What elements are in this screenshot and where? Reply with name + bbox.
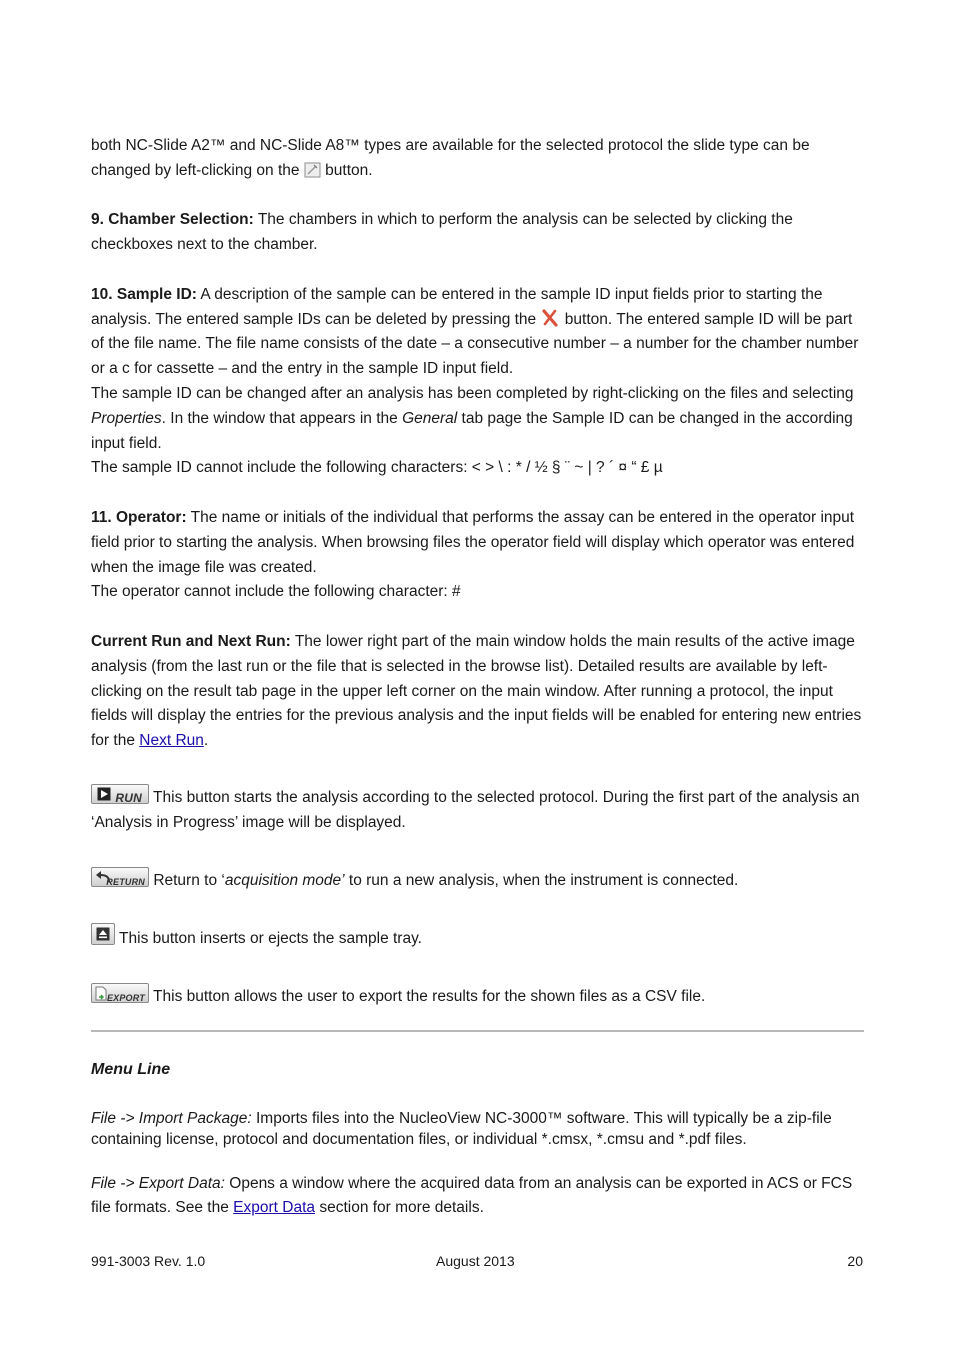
export-document-icon: [95, 986, 107, 1001]
eject-button-text: This button inserts or ejects the sample tray.: [119, 930, 422, 948]
run-button-text: This button starts the analysis according to the selected protocol. During the first part of the analysis an ‘Analysis in Progress’ image will be displayed.: [91, 788, 860, 831]
sample-id-change-text-a: The sample ID can be changed after an analysis has been completed by right-clicking on the files and selecting: [91, 384, 854, 402]
return-button[interactable]: [91, 867, 149, 887]
sample-id-text-1: A description of the sample can be entered in the sample ID input fields prior to starting the analysis. The entered sample IDs can be deleted by pressing the: [91, 285, 823, 328]
current-run-text: The lower right part of the main window holds the main results of the active image analysis (from the last run or the file that is selected in the browse list). Detailed results are available by left-clicking on the result tab page in the upper left corner on the main window. After running a protocol, the input fields will display the entries for the previous analysis and the input fields will be enabled for entering new entries for the: [91, 632, 862, 750]
paragraph-chamber-selection: [91, 208, 863, 258]
export-data-text-b: section for more details.: [319, 1199, 484, 1217]
sample-id-change-text-c: tab page the Sample ID can be changed in the according input field.: [91, 409, 853, 452]
operator-label: 11. Operator:: [91, 508, 187, 526]
edit-slide-icon[interactable]: [304, 162, 321, 178]
export-button-text: This button allows the user to export the results for the shown files as a CSV file.: [153, 988, 706, 1006]
paragraph-export-button: [91, 983, 863, 1010]
sample-id-label: 10. Sample ID:: [91, 285, 197, 303]
paragraph-run-button: [91, 784, 863, 836]
paragraph-operator-chars: The operator cannot include the following character: #: [91, 583, 461, 601]
return-text-b: to run a new analysis, when the instrument is connected.: [348, 871, 739, 889]
acquisition-mode-term: acquisition mode’: [224, 871, 345, 889]
chamber-selection-label: 9. Chamber Selection:: [91, 211, 254, 229]
current-run-label: Current Run and Next Run:: [91, 632, 291, 650]
footer-date: August 2013: [436, 1253, 515, 1269]
properties-term: Properties: [91, 409, 162, 427]
slide-type-text-3: button.: [325, 161, 373, 179]
operator-text: The name or initials of the individual that performs the assay can be entered in the operator input field prior to starting the analysis. When browsing files the operator field will display which operator was entered when the image file was created.: [91, 508, 855, 576]
paragraph-current-run: [91, 630, 863, 754]
paragraph-sample-id-chars: The sample ID cannot include the following characters: < > \ : * / ½ § ¨ ~ | ? ´ ¤ “ £ µ: [91, 459, 663, 477]
slide-type-text-1: both NC-Slide A2™ and NC-Slide A8™ types are available for the selected protocol the slide type can be: [91, 137, 810, 154]
return-button-label: RETURN: [106, 876, 145, 887]
paragraph-sample-id-change: [91, 382, 863, 456]
sample-id-text-2: button. The entered sample ID will be part of the file name. The file name consists of the date – a consecutive number – a number for the chamber number or a c for cassette – and the entry in the sample ID input field.: [91, 310, 859, 378]
current-run-end: .: [203, 732, 209, 750]
export-data-label: File -> Export Data:: [91, 1174, 225, 1192]
general-term: General: [402, 409, 458, 427]
paragraph-sample-id: [91, 283, 863, 382]
paragraph-import-package: [91, 1108, 863, 1150]
footer-page-number: 20: [847, 1253, 863, 1269]
import-package-label: File -> Import Package:: [91, 1109, 252, 1127]
export-data-link[interactable]: Export Data: [233, 1199, 316, 1217]
paragraph-slide-type: [91, 134, 863, 184]
page-content: [91, 134, 863, 1221]
chamber-selection-text: The chambers in which to perform the analysis can be selected by clicking the checkboxes next to the chamber.: [91, 211, 793, 254]
eject-button[interactable]: [91, 923, 115, 945]
paragraph-eject-button: [91, 923, 863, 952]
run-button-label: RUN: [115, 790, 142, 805]
export-button[interactable]: [91, 983, 149, 1003]
delete-x-icon[interactable]: [540, 309, 560, 327]
export-button-label: EXPORT: [106, 993, 145, 1004]
section-divider: [91, 1030, 864, 1032]
return-text-a: Return to ‘: [153, 871, 225, 889]
slide-type-text-2: changed by left-clicking on the: [91, 161, 300, 179]
paragraph-export-data: [91, 1172, 863, 1222]
footer-doc-id: 991-3003 Rev. 1.0: [91, 1253, 206, 1269]
next-run-link[interactable]: Next Run: [139, 732, 204, 750]
paragraph-return-button: [91, 867, 863, 894]
play-icon: [97, 787, 111, 801]
eject-icon: [96, 927, 110, 941]
menu-line-heading: Menu Line: [91, 1060, 171, 1078]
export-data-text-a: Opens a window where the acquired data from an analysis can be exported in ACS or FCS file formats. See the: [91, 1174, 853, 1217]
paragraph-operator: [91, 506, 863, 580]
sample-id-change-text-b: . In the window that appears in the: [161, 409, 398, 427]
import-package-text: Imports files into the NucleoView NC-3000™ software. This will typically be a zip-file containing license, protocol and documentation files, or individual *.cmsx, *.cmsu and *.pdf files.: [91, 1109, 832, 1148]
run-button[interactable]: [91, 784, 149, 804]
